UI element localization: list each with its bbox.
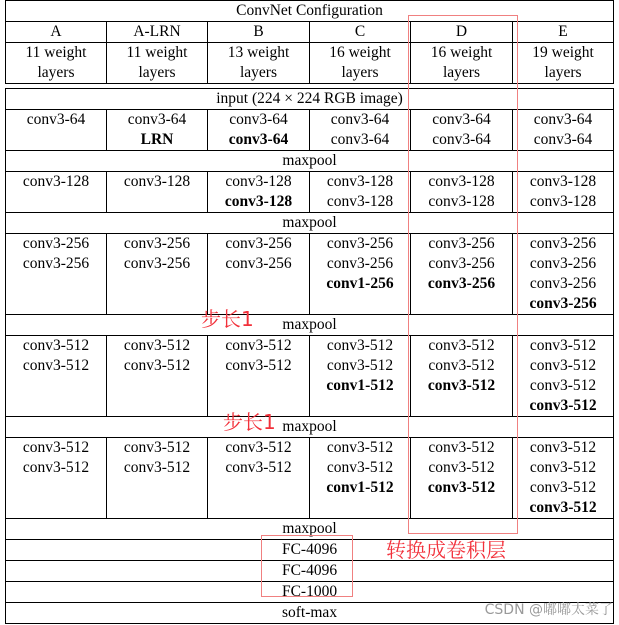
layer-item: conv3-512: [225, 439, 292, 456]
layer-cell: [310, 234, 411, 315]
layer-item: conv3-128: [123, 173, 191, 190]
layer-cell: [513, 110, 614, 151]
layer-item: conv3-512: [326, 439, 394, 456]
column-header: C: [310, 22, 411, 43]
depth-text: 13 weight: [227, 44, 290, 61]
layer-item: conv3-512: [529, 397, 597, 414]
layer-item: conv3-256: [326, 235, 394, 252]
layer-item: conv3-256: [529, 295, 597, 312]
layer-item: conv3-512: [529, 439, 597, 456]
layer-item: conv3-256: [529, 275, 597, 292]
layer-item: conv3-512: [529, 337, 597, 354]
layer-item: conv3-256: [123, 235, 191, 252]
layer-cell: [513, 172, 614, 213]
table-title: ConvNet Configuration: [6, 1, 614, 22]
maxpool-row: maxpool: [6, 417, 614, 438]
layer-item: conv3-64: [26, 111, 86, 128]
layer-item: conv3-512: [428, 357, 495, 374]
layer-item: conv3-256: [22, 255, 90, 272]
layer-item: conv3-128: [428, 193, 495, 210]
layer-item: conv1-512: [326, 479, 394, 496]
layer-item: conv3-512: [22, 439, 90, 456]
layer-cell: [208, 438, 310, 519]
layer-cell: [107, 336, 208, 417]
fc-row: FC-4096: [6, 540, 614, 561]
layer-item: conv1-256: [326, 275, 394, 292]
layer-item: conv3-512: [22, 357, 90, 374]
layer-item: conv3-256: [529, 255, 597, 272]
layer-cell: [513, 336, 614, 417]
column-depth: [208, 43, 310, 84]
layer-cell: [107, 172, 208, 213]
layer-item: conv3-64: [228, 131, 289, 148]
layer-cell: [513, 234, 614, 315]
maxpool-row: maxpool: [6, 213, 614, 234]
layer-item: conv3-512: [22, 459, 90, 476]
layer-item: LRN: [140, 131, 174, 148]
layer-cell: [6, 438, 107, 519]
layer-cell: [513, 438, 614, 519]
layer-item: conv3-256: [326, 255, 394, 272]
layer-cell: [208, 234, 310, 315]
layer-cell: [6, 172, 107, 213]
layer-item: conv3-128: [326, 173, 394, 190]
layer-item: conv3-512: [22, 337, 90, 354]
layer-item: conv3-512: [428, 459, 495, 476]
softmax-row: soft-max: [6, 603, 614, 624]
layer-cell: [107, 234, 208, 315]
layer-item: conv1-512: [326, 377, 394, 394]
layer-cell: [310, 172, 411, 213]
layer-item: conv3-256: [225, 235, 292, 252]
layer-cell: [208, 336, 310, 417]
layer-item: conv3-64: [330, 111, 390, 128]
column-depth: [513, 43, 614, 84]
convnet-config-table: [5, 0, 614, 624]
layer-item: conv3-64: [229, 111, 288, 128]
layer-item: conv3-512: [123, 357, 191, 374]
layer-item: conv3-64: [432, 131, 491, 148]
maxpool-row: maxpool: [6, 151, 614, 172]
layer-item: conv3-512: [529, 459, 597, 476]
layer-item: conv3-256: [123, 255, 191, 272]
layer-cell: [107, 438, 208, 519]
layer-cell: [310, 438, 411, 519]
csdn-watermark: CSDN @嘟嘟太菜了: [484, 602, 613, 618]
layer-item: conv3-512: [427, 377, 496, 394]
layer-item: conv3-512: [326, 459, 394, 476]
maxpool-row: maxpool: [6, 519, 614, 540]
layer-item: conv3-512: [529, 357, 597, 374]
layer-item: conv3-128: [22, 173, 90, 190]
column-header: E: [513, 22, 614, 43]
layer-item: conv3-512: [123, 439, 191, 456]
column-header: D: [411, 22, 513, 43]
fc-row: FC-4096: [6, 561, 614, 582]
maxpool-row: maxpool: [6, 315, 614, 336]
stride-annotation-2: 步长1: [223, 410, 276, 434]
depth-text: 19 weight: [532, 44, 594, 61]
layer-item: conv3-512: [529, 377, 597, 394]
layer-item: conv3-256: [225, 255, 292, 272]
layer-item: conv3-128: [529, 173, 597, 190]
layer-item: conv3-512: [428, 337, 495, 354]
layer-item: conv3-512: [123, 459, 191, 476]
layer-item: conv3-256: [427, 275, 496, 292]
stride-annotation-1: 步长1: [201, 307, 254, 331]
layer-cell: [6, 336, 107, 417]
layer-item: conv3-64: [533, 111, 593, 128]
depth-text: 16 weight: [329, 44, 391, 61]
layer-item: conv3-128: [326, 193, 394, 210]
depth-text: layers: [138, 64, 176, 81]
layer-item: conv3-64: [330, 131, 390, 148]
layer-cell: [310, 110, 411, 151]
fc-row: FC-1000: [6, 582, 614, 603]
layer-item: conv3-512: [428, 439, 495, 456]
depth-text: 11 weight: [126, 44, 188, 61]
depth-text: 11 weight: [25, 44, 87, 61]
layer-item: conv3-512: [326, 337, 394, 354]
layer-item: conv3-512: [326, 357, 394, 374]
layer-item: conv3-512: [225, 459, 292, 476]
layer-item: conv3-512: [529, 499, 597, 516]
column-header: A-LRN: [107, 22, 208, 43]
depth-text: layers: [37, 64, 75, 81]
layer-cell: [6, 110, 107, 151]
layer-item: conv3-256: [22, 235, 90, 252]
column-header: B: [208, 22, 310, 43]
column-depth: [6, 43, 107, 84]
layer-item: conv3-64: [432, 111, 491, 128]
layer-item: conv3-128: [225, 173, 292, 190]
fc-highlight-box: [261, 535, 353, 597]
convert-to-conv-annotation: 转换成卷积层: [386, 538, 506, 562]
layer-cell: [310, 336, 411, 417]
layer-item: conv3-128: [428, 173, 495, 190]
layer-cell: [208, 110, 310, 151]
layer-item: conv3-512: [225, 337, 292, 354]
layer-item: conv3-512: [529, 479, 597, 496]
depth-text: 16 weight: [430, 44, 493, 61]
layer-item: conv3-512: [123, 337, 191, 354]
layer-cell: [6, 234, 107, 315]
layer-cell: [107, 110, 208, 151]
layer-item: conv3-128: [529, 193, 597, 210]
layer-item: conv3-128: [224, 193, 293, 210]
depth-text: layers: [239, 64, 277, 81]
column-d-highlight-box: [408, 15, 518, 534]
column-depth: [107, 43, 208, 84]
input-row: input (224 × 224 RGB image): [6, 89, 614, 110]
layer-item: conv3-512: [225, 357, 292, 374]
depth-text: layers: [544, 64, 582, 81]
column-header: A: [6, 22, 107, 43]
depth-text: layers: [341, 64, 379, 81]
layer-item: conv3-256: [529, 235, 597, 252]
depth-text: layers: [442, 64, 480, 81]
layer-item: conv3-64: [127, 111, 187, 128]
layer-cell: [208, 172, 310, 213]
layer-item: conv3-64: [533, 131, 593, 148]
layer-item: conv3-512: [427, 479, 496, 496]
layer-item: conv3-256: [428, 255, 495, 272]
column-depth: [310, 43, 411, 84]
layer-item: conv3-256: [428, 235, 495, 252]
